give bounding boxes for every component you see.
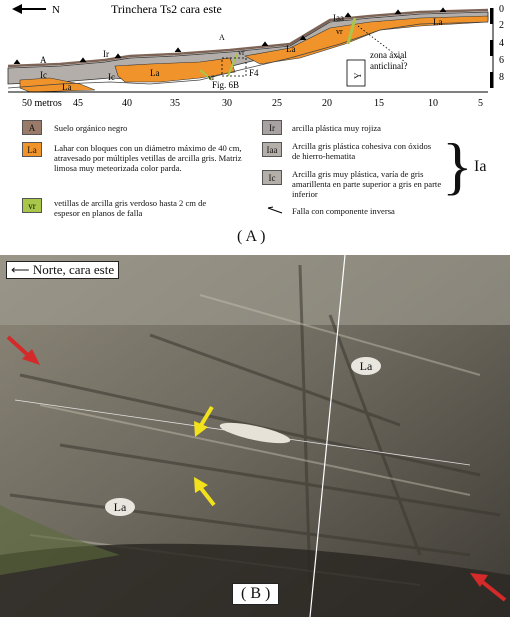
unit-label-f4: F4 xyxy=(249,68,259,78)
unit-label-a: A xyxy=(40,55,47,65)
unit-label-vr-2: vr xyxy=(208,73,215,82)
depth-label-2: 2 xyxy=(499,20,504,31)
unit-label-la-mid: La xyxy=(150,68,160,78)
depth-label-6: 6 xyxy=(499,55,504,66)
profile-layers xyxy=(8,10,488,92)
x-label-5: 5 xyxy=(478,98,483,109)
legend-text-ir: arcilla plástica muy rojiza xyxy=(292,123,382,133)
fault-symbol-icon xyxy=(266,206,286,216)
legend-text-ic: Arcilla gris muy plástica, varía de gris amarillenta en parte superior a gris en parte inferior xyxy=(292,169,442,199)
x-label-40: 40 xyxy=(122,98,132,109)
unit-label-fig6b: Fig. 6B xyxy=(212,80,240,90)
depth-label-4: 4 xyxy=(499,38,504,49)
depth-label-8: 8 xyxy=(499,72,504,83)
section-title: Trinchera Ts2 cara este xyxy=(111,2,222,16)
x-label-30: 30 xyxy=(222,98,232,109)
legend-swatch-la: La xyxy=(22,142,42,157)
legend-swatch-iaa: Iaa xyxy=(262,142,282,157)
legend-swatch-vr: vr xyxy=(22,198,42,213)
group-brace-icon: } xyxy=(442,130,473,201)
unit-label-la-center: La xyxy=(286,44,296,54)
north-arrow-icon xyxy=(12,4,46,14)
geologic-cross-section xyxy=(0,0,510,110)
outcrop-photo xyxy=(0,255,510,617)
unit-label-la-right: La xyxy=(433,17,443,27)
unit-label-ic-left: Ic xyxy=(40,70,47,80)
photo-direction-label: ⟵ Norte, cara este xyxy=(6,261,119,279)
x-label-10: 10 xyxy=(428,98,438,109)
group-label: Ia xyxy=(474,158,487,175)
x-label-20: 20 xyxy=(322,98,332,109)
depth-label-0: 0 xyxy=(499,4,504,15)
photo-label-la-1: La xyxy=(351,357,381,375)
unit-label-vr-3: vr xyxy=(336,27,343,36)
unit-label-ic-mid: Ic xyxy=(108,72,115,82)
panel-label-a: ( A ) xyxy=(237,228,266,245)
north-label: N xyxy=(52,4,60,16)
unit-label-vr-1: vr xyxy=(238,48,245,57)
legend-text-fault: Falla con componente inversa xyxy=(292,206,395,216)
legend-swatch-ic: Ic xyxy=(262,170,282,185)
depth-scale xyxy=(490,8,493,88)
annotation-line-2: anticlinal? xyxy=(370,61,408,71)
unit-label-iaa: Iaa xyxy=(333,13,344,23)
photo-label-la-2: La xyxy=(105,498,135,516)
legend-swatch-a: A xyxy=(22,120,42,135)
unit-label-a-2: A xyxy=(219,33,225,42)
legend-text-la: Lahar con bloques con un diámetro máximo de 40 cm, atravesado por múltiples vetillas de arcilla gris. Matriz limosa muy meteorizada color parda. xyxy=(54,143,242,173)
legend-text-vr: vetillas de arcilla gris verdoso hasta 2 cm de espesor en planos de falla xyxy=(54,198,207,218)
legend-swatch-ir: Ir xyxy=(262,120,282,135)
x-label-45: 45 xyxy=(73,98,83,109)
x-label-50: 50 metros xyxy=(22,98,62,109)
x-label-35: 35 xyxy=(170,98,180,109)
photo-north-arrow-icon: ⟵ xyxy=(11,262,30,277)
x-label-15: 15 xyxy=(374,98,384,109)
panel-label-b: ( B ) xyxy=(232,583,279,605)
annotation-line-1: zona axial xyxy=(370,50,407,60)
unit-label-la-left: La xyxy=(62,82,72,92)
legend xyxy=(0,114,510,224)
x-label-25: 25 xyxy=(272,98,282,109)
unit-label-ir: Ir xyxy=(103,49,109,59)
legend-text-a: Suelo orgánico negro xyxy=(54,123,128,133)
legend-text-iaa: Arcilla gris plástica cohesiva con óxidos de hierro-hematita xyxy=(292,141,432,161)
svg-text:Y: Y xyxy=(353,72,363,79)
